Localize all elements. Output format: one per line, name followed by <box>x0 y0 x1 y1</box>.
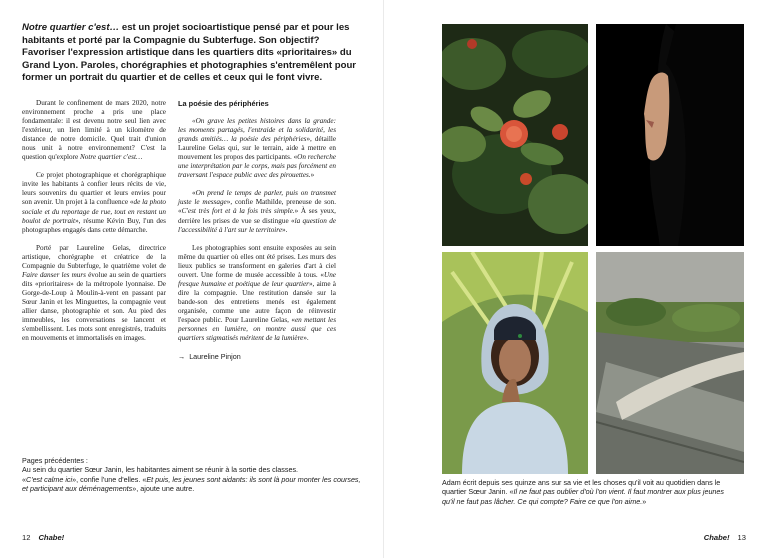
quote: de la photo sociale et du reportage de rue, tout en restant un boulot de portrait <box>22 198 167 225</box>
article-column-1 <box>22 99 166 352</box>
magazine-brand: Chabe! <box>38 533 65 542</box>
project-title: Faire danser les murs <box>22 270 86 279</box>
caption-text: Au sein du quartier Sœur Janin, les habitantes aiment se réunir à la sortie des classes. <box>22 465 299 475</box>
right-page <box>384 0 768 558</box>
photo-caption-previous <box>22 456 362 494</box>
quote: la poésie des périphéries <box>231 135 307 144</box>
text-run: Porté par Laureline Gelas, directrice artistique, chorégraphe et créatrice de la Compagnie du Subterfuge, le quatrième volet de <box>22 243 166 270</box>
caption-text: Adam écrit depuis ses quinze ans sur sa vie et les choses qu'il voit au quotidien dans le quartier Sœur Janin. « <box>442 478 721 497</box>
intro-title: Notre quartier c'est… <box>22 22 120 33</box>
quote: la question de l'accessibilité à l'art sur le territoire <box>178 216 336 234</box>
photo-veiled-woman <box>596 24 744 246</box>
text-run: », ajoute une autre. <box>132 484 195 494</box>
project-title: Notre quartier c'est… <box>79 153 143 162</box>
text-run: », confie l'une d'elles. « <box>72 474 147 484</box>
paragraph <box>178 117 336 180</box>
page-footer <box>704 533 746 542</box>
text-run: », résume Kévin Buy, l'un des photographes engagés dans cette démarche. <box>22 216 166 234</box>
quote: C'est très fort et à la fois très simple. <box>181 207 295 216</box>
quote: Il ne faut pas oublier d'où l'on vient. Il faut montrer aux plus jeunes qu'il ne faut pas lâcher. Ce qui compte? Faire ce que l'on aime. <box>442 487 725 506</box>
text-run: » <box>310 171 315 180</box>
text-run: », aime à dire la compagnie. Une restitution dansée sur la bande-son des entretiens menés est également organisée, comme une autre façon de réinvestir l'espace public. Pour Laureline Gelas, « <box>178 279 336 324</box>
text-run: ». <box>282 225 288 234</box>
section-heading: La poésie des périphéries <box>178 99 269 108</box>
text-run: Les photographies sont ensuite exposées au sein même du quartier où elles ont été prises. Les murs des lieux publics se transforment en galeries d'art à ciel ouvert. Une forme de musée accessible à tous. « <box>178 243 336 279</box>
table-image <box>596 252 744 474</box>
text-run: », détaille Laureline Gelas qui, sur le terrain, aide à mettre en mouvement les propos des participants. « <box>178 135 337 162</box>
quote: Et puis, les jeunes sont aidants: ils sont là pour monter les courses, et participant aux déménagements <box>22 474 361 494</box>
portrait-image <box>442 252 588 474</box>
arrow-icon: → <box>178 352 186 362</box>
caption-heading: Pages précédentes : <box>22 456 88 465</box>
page-number: 12 <box>22 533 31 542</box>
paragraph <box>22 99 166 162</box>
paragraph <box>178 244 336 344</box>
text-run: « <box>22 474 26 484</box>
text-run: Ce projet photographique et chorégraphique invite les habitants à confier leurs récits de vie, leurs souvenirs du quartier et leurs envies pour son avenir. Un projet à la confluence « <box>22 171 166 207</box>
author-name: Laureline Pinjon <box>189 352 241 362</box>
article-column-2 <box>178 99 336 361</box>
intro-text: est un projet socioartistique pensé par et pour les habitants et porté par la Compagnie du Subterfuge. Son objectif? Favoriser l'expression artistique dans les quartiers dits «prioritaires» du Grand Lyon. Paroles, chorégraphies et photographies s'entremêlent pour former un portrait du quartier et de celles et ceux qui le font vivre. <box>22 22 357 84</box>
quote: C'est calme ici <box>26 474 73 484</box>
text-run: Durant le confinement de mars 2020, notre environnement proche a pris une place fondamentale: il est devenu notre seul lien avec l'extérieur, un lien limité à un kilomètre de distance de notre domicile. Quel trait d'union nous unit à notre environnement? C'est la question qu'explore <box>22 99 166 162</box>
text-run: « <box>192 189 196 198</box>
intro-paragraph <box>22 22 358 85</box>
page-footer <box>22 533 64 542</box>
flowers-image <box>442 24 588 246</box>
quote: On recherche une interprétation par le corps, mais pas forcément en traversant l'espace public avec des pirouettes. <box>178 153 336 180</box>
page-number: 13 <box>737 533 746 542</box>
text-run: » À ses yeux, derrière les prises de vue se distingue « <box>178 207 336 225</box>
photo-ping-pong-table <box>596 252 744 474</box>
portrait-image <box>596 24 744 246</box>
magazine-brand: Chabe! <box>703 533 730 542</box>
quote: On prend le temps de parler, puis on transmet juste le message <box>178 189 336 207</box>
quote: «On grave les petites histoires dans la grande: les moments partagés, l'entraide et la solidarité, les grands amitiés… <box>178 117 336 144</box>
paragraph <box>22 244 166 344</box>
paragraph <box>22 171 166 234</box>
photo-camellia-flowers <box>442 24 588 246</box>
author-byline <box>178 352 336 361</box>
paragraph <box>178 189 336 234</box>
text-run: », confie Mathilde, preneuse de son. « <box>178 198 337 216</box>
quote: en mettant les personnes en lumière, on montre aussi que ces quartiers stigmatisés méritent de la lumière <box>178 315 337 343</box>
text-run: » <box>642 496 647 506</box>
photo-caption-adam <box>442 478 732 506</box>
text-run: évolue au sein de quartiers dits «prioritaires» de la métropole lyonnaise. De Gorge-de-Loup à Moulin-à-vent en passant par Sœur Janin et les Minguettes, la compagnie veut allier danse, photographie et son. Au pied des immeubles, les conversations se lancent et s'embellissent. Les mots sont enregistrés, traduits en mouvements et immortalisés en images. <box>22 270 167 343</box>
quote: Une fresque humaine et poétique de leur quartier <box>178 270 336 288</box>
photo-young-man-hoodie <box>442 252 588 474</box>
text-run: ». <box>303 334 309 343</box>
